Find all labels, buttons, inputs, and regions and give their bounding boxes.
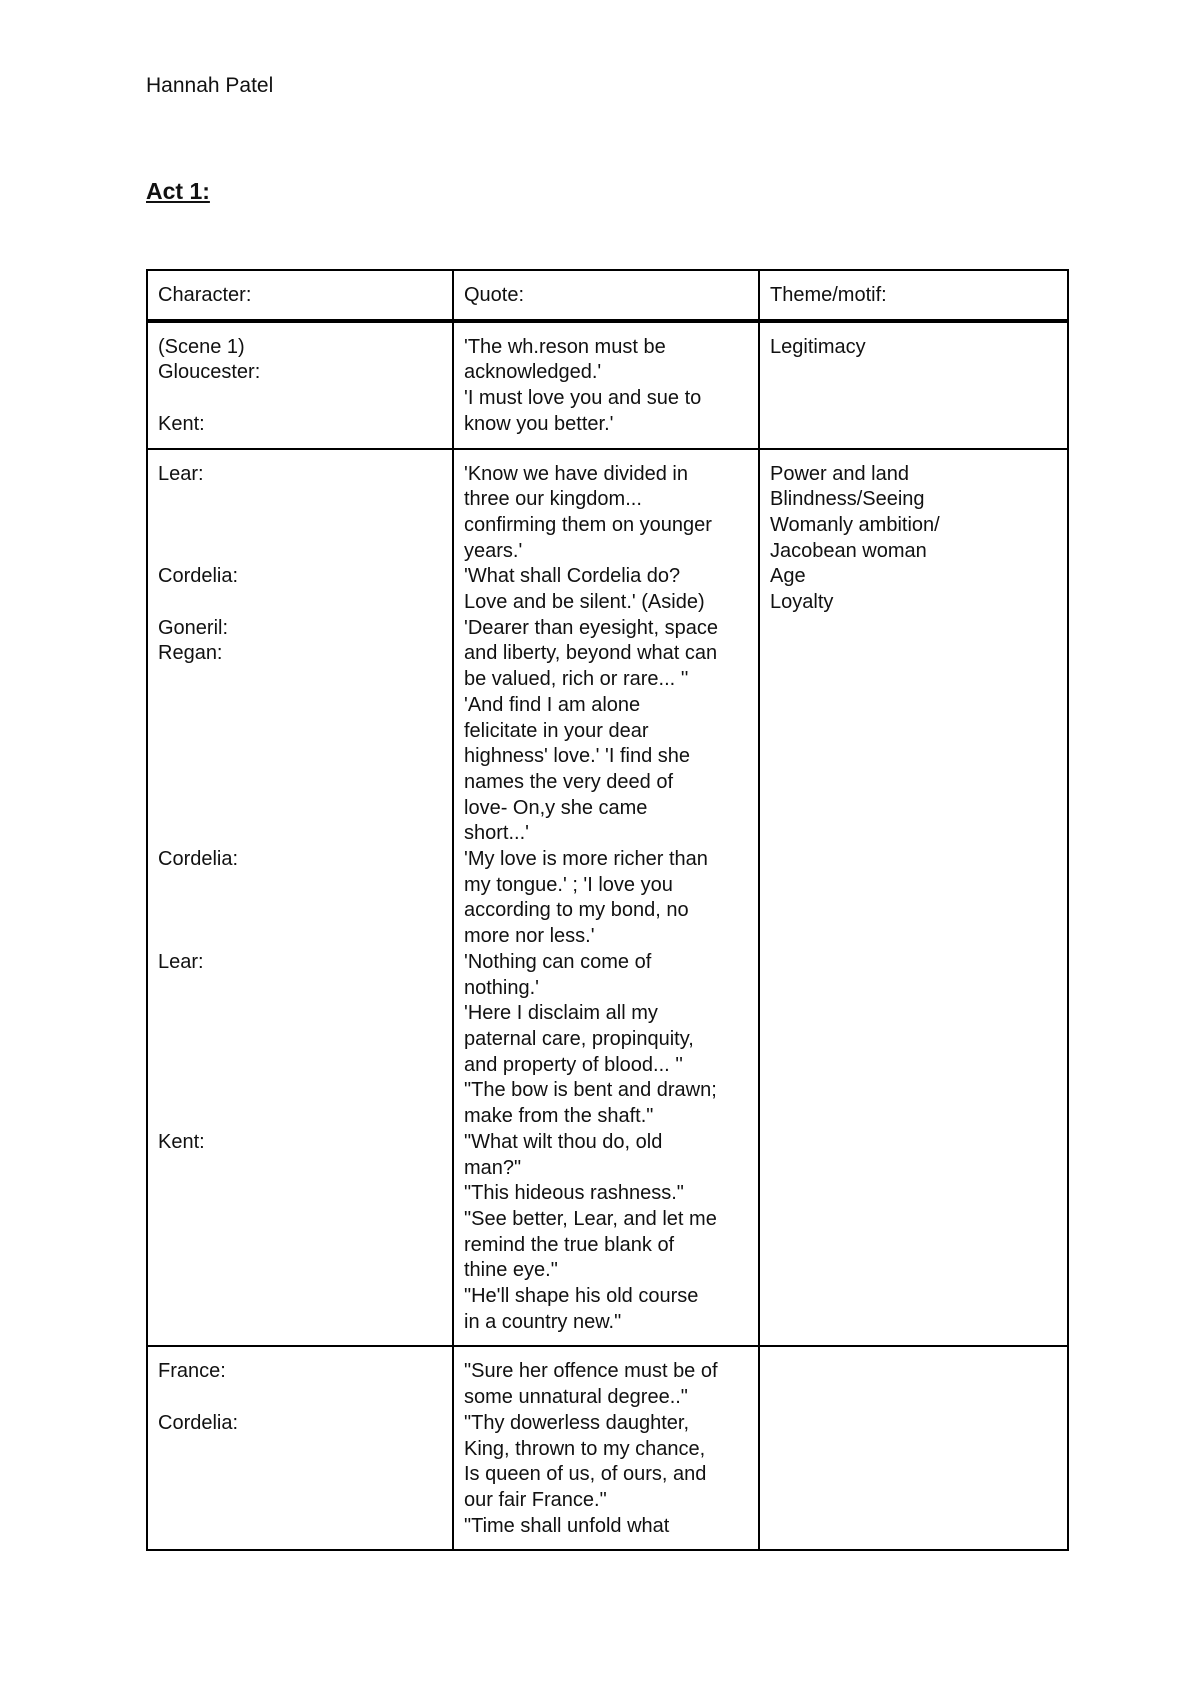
header-theme: Theme/motif: xyxy=(759,270,1068,321)
author-name: Hannah Patel xyxy=(146,74,274,97)
theme-cell xyxy=(759,1346,1068,1550)
theme-cell: Legitimacy xyxy=(759,321,1068,449)
table-row xyxy=(147,1346,1068,1550)
theme-cell: Power and land Blindness/Seeing Womanly ambition/ Jacobean woman Age Loyalty xyxy=(759,449,1068,1347)
quote-table xyxy=(146,269,1069,1551)
table-row xyxy=(147,321,1068,449)
quote-cell: 'Know we have divided in three our kingdom... confirming them on younger years.' 'What shall Cordelia do? Love and be silent.' (Aside) 'Dearer than eyesight, space and liberty, beyond what can be valued, rich or rare... '' 'And find I am alone felicitate in your dear highness' love.' 'I find she names the very deed of love- On,y she came short...' 'My love is more richer than my tongue.' ; 'I love you according to my bond, no more nor less.' 'Nothing can come of nothing.' 'Here I disclaim all my paternal care, propinquity, and property of blood... '' "The bow is bent and drawn; make from the shaft." "What wilt thou do, old man?" "This hideous rashness." "See better, Lear, and let me remind the true blank of thine eye." "He'll shape his old course in a country new." xyxy=(453,449,759,1347)
character-cell: France: Cordelia: xyxy=(147,1346,453,1550)
character-cell: Lear: Cordelia: Goneril: Regan: Cordelia: Lear: Kent: xyxy=(147,449,453,1347)
quote-cell: 'The wh.reson must be acknowledged.' 'I must love you and sue to know you better.' xyxy=(453,321,759,449)
act-heading: Act 1: xyxy=(146,178,210,204)
character-cell: (Scene 1) Gloucester: Kent: xyxy=(147,321,453,449)
header-quote: Quote: xyxy=(453,270,759,321)
table-header-row xyxy=(147,270,1068,321)
table-row xyxy=(147,449,1068,1347)
header-character: Character: xyxy=(147,270,453,321)
quote-cell: "Sure her offence must be of some unnatural degree.." "Thy dowerless daughter, King, thrown to my chance, Is queen of us, of ours, and our fair France." "Time shall unfold what xyxy=(453,1346,759,1550)
